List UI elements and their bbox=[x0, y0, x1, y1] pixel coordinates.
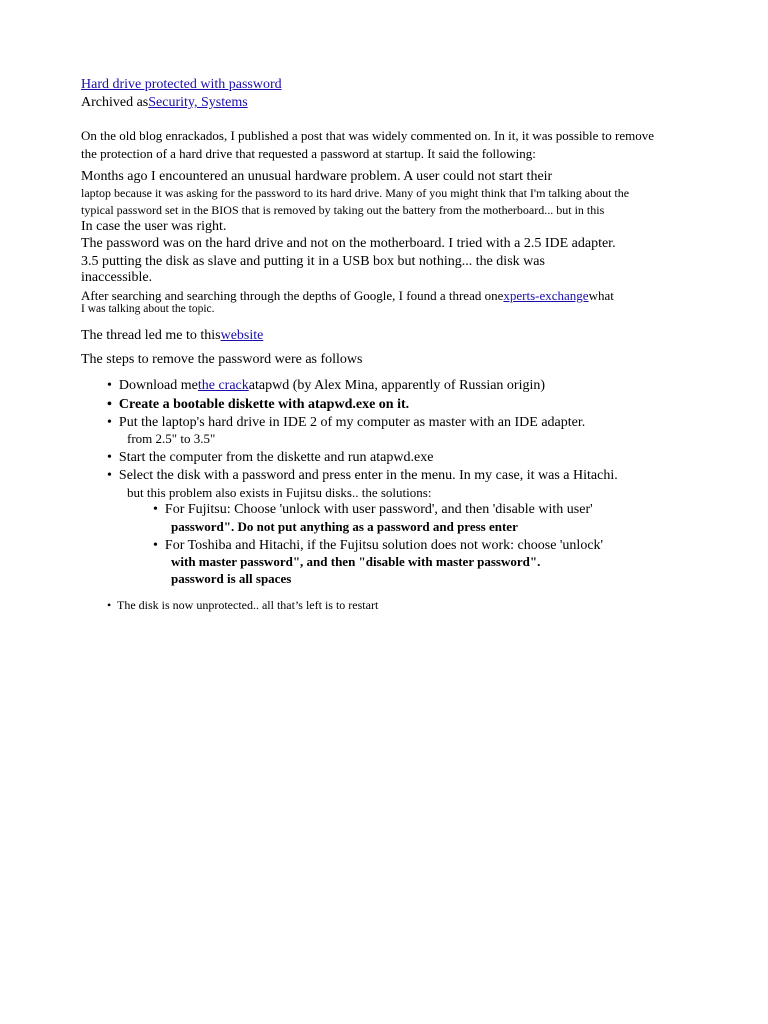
sub-step-toshiba bbox=[153, 538, 603, 555]
quote-line-6: 3.5 putting the disk as slave and putting it in a USB box but nothing... the disk was bbox=[81, 254, 545, 269]
crack-link[interactable]: the crack bbox=[197, 378, 249, 393]
sub-step-toshiba-continuation-2: password is all spaces bbox=[171, 571, 292, 586]
step-5-text: Select the disk with a password and press enter in the menu. In my case, it was a Hitachi. bbox=[118, 468, 618, 483]
step-1-post: atapwd (by Alex Mina, apparently of Russian origin) bbox=[248, 378, 546, 393]
step-item-4 bbox=[107, 450, 433, 467]
quote-line-7: inaccessible. bbox=[81, 270, 153, 285]
quote-line-1: Months ago I encountered an unusual hardware problem. A user could not start their bbox=[81, 169, 553, 184]
step-1-pre: Download me bbox=[118, 378, 198, 393]
step-3-continuation: from 2.5" to 3.5" bbox=[127, 431, 216, 446]
thread-prefix: The thread led me to this bbox=[81, 328, 221, 343]
step-item-5 bbox=[107, 468, 618, 485]
sub-step-fujitsu-text: For Fujitsu: Choose 'unlock with user password', and then 'disable with user' bbox=[164, 502, 593, 517]
sub-step-fujitsu-continuation: password". Do not put anything as a password and press enter bbox=[171, 519, 518, 534]
quote-line-3: typical password set in the BIOS that is removed by taking out the battery from the motherboard... but in this bbox=[81, 203, 605, 217]
step-5-continuation: but this problem also exists in Fujitsu disks.. the solutions: bbox=[127, 485, 432, 500]
quote-line-5: The password was on the hard drive and not on the motherboard. I tried with a 2.5 IDE adapter. bbox=[81, 236, 616, 251]
step-item-1 bbox=[107, 378, 545, 395]
step-6-text: The disk is now unprotected.. all that’s left is to restart bbox=[117, 598, 379, 612]
quote-line-2: laptop because it was asking for the password to its hard drive. Many of you might think that I'm talking about the bbox=[81, 186, 630, 200]
quote-line-8-post: what bbox=[588, 288, 614, 303]
steps-intro: The steps to remove the password were as follows bbox=[81, 352, 363, 367]
step-2-text: Create a bootable diskette with atapwd.exe on it. bbox=[118, 397, 410, 412]
step-item-6 bbox=[107, 598, 378, 612]
post-title-link[interactable]: Hard drive protected with password bbox=[81, 77, 282, 92]
quote-line-4: In case the user was right. bbox=[81, 219, 227, 234]
website-link[interactable]: website bbox=[220, 328, 264, 343]
sub-step-fujitsu bbox=[153, 502, 593, 519]
archived-prefix: Archived as bbox=[81, 95, 149, 110]
intro-line-1: On the old blog enrackados, I published a post that was widely commented on. In it, it was possible to remove bbox=[81, 128, 654, 143]
step-3-text: Put the laptop's hard drive in IDE 2 of my computer as master with an IDE adapter. bbox=[118, 415, 586, 430]
archived-line bbox=[81, 95, 248, 112]
sub-step-toshiba-text: For Toshiba and Hitachi, if the Fujitsu solution does not work: choose 'unlock' bbox=[164, 538, 604, 553]
thread-line bbox=[81, 328, 263, 345]
step-item-3 bbox=[107, 415, 585, 432]
step-4-text: Start the computer from the diskette and run atapwd.exe bbox=[118, 450, 434, 465]
quote-line-8-pre: After searching and searching through the depths of Google, I found a thread one bbox=[81, 288, 504, 303]
quote-line-9: I was talking about the topic. bbox=[81, 303, 215, 315]
intro-line-2: the protection of a hard drive that requested a password at startup. It said the following: bbox=[81, 146, 536, 161]
experts-exchange-link[interactable]: xperts-exchange bbox=[503, 288, 589, 303]
post-title bbox=[81, 77, 282, 94]
quote-line-8 bbox=[81, 288, 614, 304]
category-link[interactable]: Security, Systems bbox=[148, 95, 248, 110]
step-item-2 bbox=[107, 397, 409, 414]
sub-step-toshiba-continuation-1: with master password", and then "disable with master password". bbox=[171, 554, 541, 569]
